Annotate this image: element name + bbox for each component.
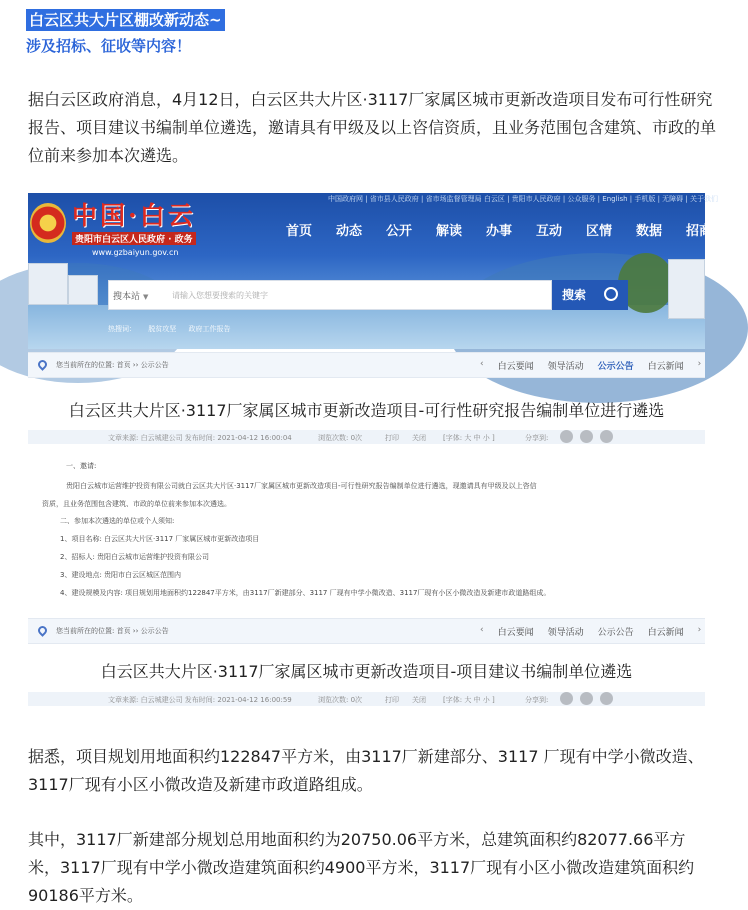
article-paragraph-2: 据悉，项目规划用地面积约122847平方米，由3117厂新建部分、3117 厂现有中学小微改造、3117厂现有小区小微改造及新建市政道路组成。 [28,747,704,794]
print-link[interactable]: 打印 [385,696,399,704]
location-pin-icon [36,358,49,371]
notice-line: 1、项目名称: 白云区共大片区·3117 厂家属区城市更新改造项目 [60,535,260,543]
breadcrumb-text[interactable]: 您当前所在的位置: 首页 ›› 公示公告 [56,361,169,369]
notice-line: 4、建设规模及内容: 项目规划用地面积约122847平方米，由3117厂新建部分、3117 厂现有中学小微改造、3117厂现有小区小微改造及新建市政道路组成。 [60,589,551,597]
site-search-input[interactable] [108,280,552,310]
headline-subtitle: 涉及招标、征收等内容！ [26,37,192,55]
weibo-share-icon[interactable] [580,430,593,443]
notice-source: 文章来源: 白云城建公司 发布时间: 2021-04-12 16:00:59 [108,696,292,704]
site-logo-subtitle: 贵阳市白云区人民政府 · 政务 [72,232,196,245]
notice-meta-2 [28,692,705,706]
hot-search-label: 热搜词： [108,325,136,333]
tab-baiyun-report[interactable]: 白云新闻 [647,362,684,372]
notice-views: 浏览次数: 0次 [318,434,363,442]
tab-baiyun-report[interactable]: 白云新闻 [647,628,684,638]
site-top-links[interactable]: 中国政府网 | 省市县人民政府 | 省市场监督管理局 白云区 | 贵阳市人民政府 | 公众服务 | English | 手机版 | 无障碍 | 关于我们 [328,195,718,203]
qzone-share-icon[interactable] [600,430,613,443]
tab-announcements[interactable]: 公示公告 [597,362,634,372]
weibo-share-icon[interactable] [580,692,593,705]
location-pin-icon [36,624,49,637]
notice-line: 贵阳白云城市运营维护投资有限公司就白云区共大片区·3117厂家属区城市更新改造项目-可行性研究报告编制单位进行遴选，现邀请具有甲级及以上咨信 [66,482,537,490]
search-placeholder: 请输入您想要搜索的关键字 [172,291,268,300]
nav-item-service[interactable]: 办事 [485,224,512,239]
tab-baiyun-news[interactable]: 白云要闻 [497,362,534,372]
notice-source: 文章来源: 白云城建公司 发布时间: 2021-04-12 16:00:04 [108,434,292,442]
prev-arrow-icon[interactable]: ‹ [480,625,484,635]
hot-search [108,324,240,334]
tab-baiyun-news[interactable]: 白云要闻 [497,628,534,638]
hot-word-1[interactable]: 脱贫攻坚 [148,325,177,333]
national-emblem-icon [30,203,66,243]
breadcrumb [28,618,705,644]
nav-item-open[interactable]: 公开 [385,224,412,239]
search-button[interactable] [552,280,628,310]
next-arrow-icon[interactable]: › [697,359,702,369]
breadcrumb [28,352,705,378]
close-link[interactable]: 关闭 [412,434,426,442]
embedded-gov-screenshot [28,193,718,711]
tab-announcements[interactable]: 公示公告 [597,628,634,638]
font-size-links[interactable]: [字体: 大 中 小 ] [443,434,495,442]
notice-line: 3、建设地点: 贵阳市白云区城区范围内 [60,571,182,579]
notice-title-1: 白云区共大片区·3117厂家属区城市更新改造项目-可行性研究报告编制单位进行遴选 [68,401,665,420]
nav-item-district[interactable]: 区情 [585,224,612,239]
notice-line: 资质，且业务范围包含建筑、市政的单位前来参加本次遴选。 [42,500,231,508]
column-tabs [480,625,715,638]
qzone-share-icon[interactable] [600,692,613,705]
headline-title: 白云区共大片区棚改新动态~ [26,9,225,31]
search-button-label: 搜索 [562,288,587,302]
wechat-share-icon[interactable] [560,430,573,443]
site-url: www.gzbaiyun.gov.cn [92,248,179,257]
notice-line: 2、招标人: 贵阳白云城市运营维护投资有限公司 [60,553,210,561]
notice-views: 浏览次数: 0次 [318,696,363,704]
hot-word-2[interactable]: 政府工作报告 [188,325,231,333]
nav-item-interact[interactable]: 互动 [535,224,562,239]
column-tabs [480,359,715,372]
nav-item-home[interactable]: 首页 [285,224,312,239]
breadcrumb-text[interactable]: 您当前所在的位置: 首页 ›› 公示公告 [56,627,169,635]
search-scope-select[interactable]: 搜本站 ▼ [113,292,149,302]
tab-leader-activity[interactable]: 领导活动 [547,628,584,638]
nav-item-news[interactable]: 动态 [335,224,362,239]
tab-leader-activity[interactable]: 领导活动 [547,362,584,372]
site-banner [28,193,718,349]
close-link[interactable]: 关闭 [412,696,426,704]
wechat-share-icon[interactable] [560,692,573,705]
nav-item-invest[interactable]: 招商 [685,224,712,239]
font-size-links[interactable]: [字体: 大 中 小 ] [443,696,495,704]
notice-line: 一、邀请: [66,462,97,470]
nav-item-interpret[interactable]: 解读 [435,224,462,239]
notice-meta-1 [28,430,705,444]
site-main-nav [274,220,724,239]
print-link[interactable]: 打印 [385,434,399,442]
notice-title-2: 白云区共大片区·3117厂家属区城市更新改造项目-项目建议书编制单位遴选 [100,662,633,681]
notice-line: 二、参加本次遴选的单位或个人须知: [60,517,175,525]
article-paragraph-1: 据白云区政府消息，4月12日，白云区共大片区·3117厂家属区城市更新改造项目发布可行性研究报告、项目建议书编制单位遴选，邀请具有甲级及以上咨信资质，且业务范围包含建筑、市政的单位前来参加本次遴选。 [28,90,717,165]
share-label: 分享到: [525,696,549,704]
share-label: 分享到: [525,434,549,442]
search-icon [604,287,618,301]
article-paragraph-3: 其中，3117厂新建部分规划总用地面积约为20750.06平方米，总建筑面积约82077.66平方米，3117厂现有中学小微改造建筑面积约4900平方米，3117厂现有小区小微改造建筑面积约90186平方米。 [28,830,695,905]
chevron-down-icon: ▼ [143,293,149,301]
site-logo-title[interactable]: 中国·白云 [72,201,196,230]
nav-item-data[interactable]: 数据 [635,224,662,239]
prev-arrow-icon[interactable]: ‹ [480,359,484,369]
next-arrow-icon[interactable]: › [697,625,702,635]
